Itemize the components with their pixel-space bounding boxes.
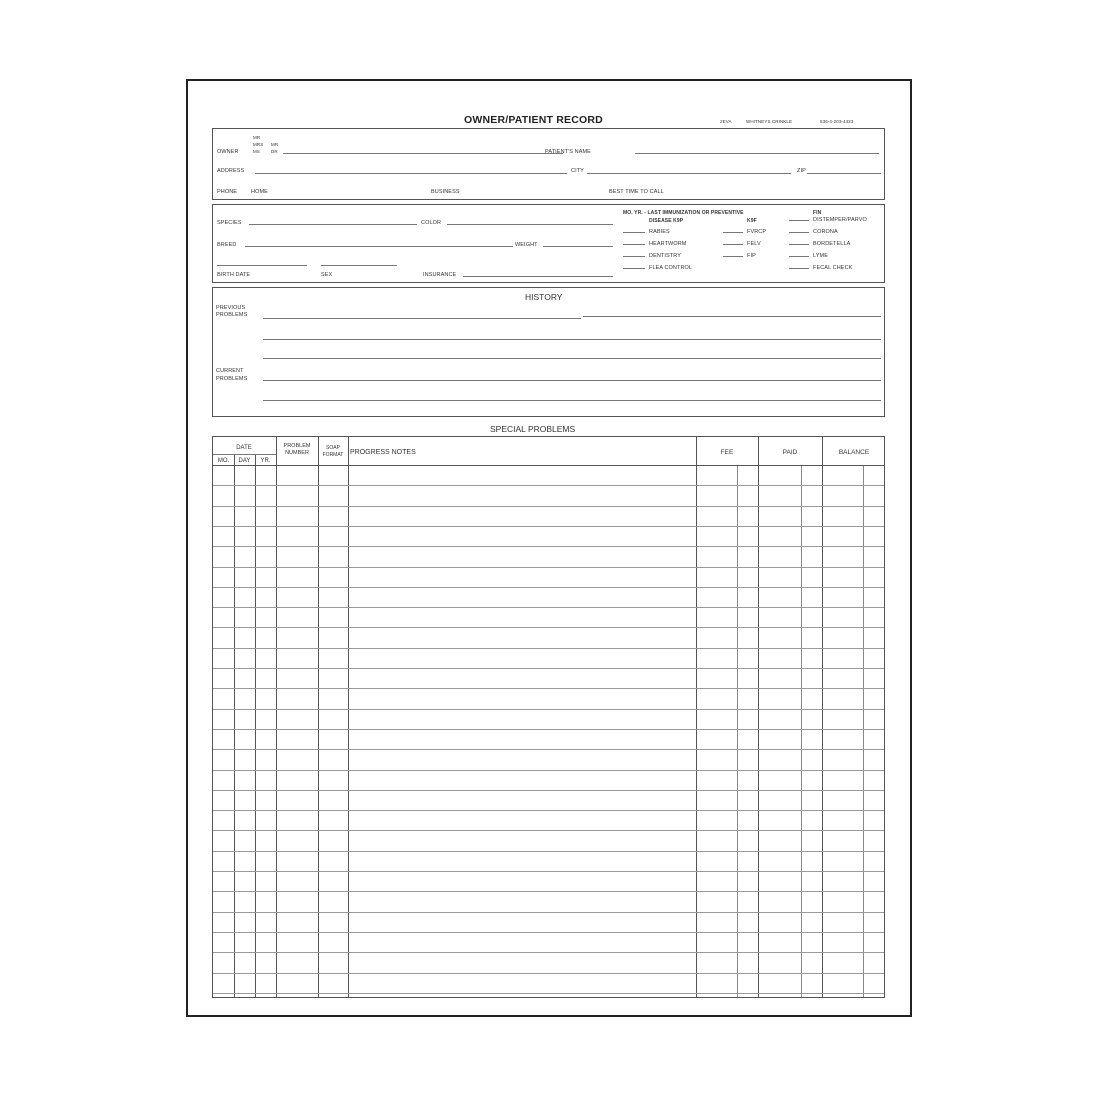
- table-row-line[interactable]: [213, 851, 884, 852]
- table-row-line[interactable]: [213, 485, 884, 486]
- progress-notes-header: PROGRESS NOTES: [350, 449, 416, 456]
- table-row-line[interactable]: [213, 770, 884, 771]
- flea-control-line[interactable]: [623, 268, 645, 269]
- date-mo-header: MO.: [217, 458, 230, 464]
- sex-line[interactable]: [321, 265, 397, 266]
- fip-label: FIP: [747, 253, 756, 259]
- color-line[interactable]: [447, 224, 613, 225]
- phone-label: PHONE: [217, 189, 238, 195]
- problem-number-header-2: NUMBER: [285, 450, 309, 456]
- column-divider: [348, 437, 349, 997]
- city-line[interactable]: [587, 173, 791, 174]
- column-divider: [822, 437, 823, 997]
- table-row-line[interactable]: [213, 790, 884, 791]
- cents-divider: [801, 465, 802, 997]
- publisher-name: WHITNEYS CRINKLE: [746, 119, 793, 124]
- table-row-line[interactable]: [213, 993, 884, 994]
- lyme-line[interactable]: [789, 256, 809, 257]
- history-line-5[interactable]: [263, 400, 881, 401]
- table-row-line[interactable]: [213, 688, 884, 689]
- flea-control-label: FLEA CONTROL: [649, 265, 693, 271]
- col-header-k9p: DISEASE K9P: [649, 218, 684, 224]
- salutation-dr: DR: [271, 149, 278, 154]
- fip-line[interactable]: [723, 256, 743, 257]
- cents-divider: [863, 465, 864, 997]
- record-form-page: [186, 79, 912, 1017]
- soap-format-header-1: SOAP: [326, 445, 340, 451]
- fee-header: FEE: [720, 449, 734, 456]
- zip-label: ZIP: [797, 168, 806, 174]
- home-label: HOME: [251, 189, 268, 195]
- birth-date-line[interactable]: [217, 265, 307, 266]
- business-label: BUSINESS: [431, 189, 460, 195]
- table-row-line[interactable]: [213, 973, 884, 974]
- col-header-k9f: K9F: [747, 218, 757, 224]
- table-row-line[interactable]: [213, 526, 884, 527]
- history-line-4[interactable]: [263, 380, 881, 381]
- heartworm-label: HEARTWORM: [649, 241, 687, 247]
- table-row-line[interactable]: [213, 830, 884, 831]
- column-divider: [255, 454, 256, 997]
- publisher-code: 2EVA: [720, 119, 732, 124]
- owner-label: OWNER: [217, 149, 239, 155]
- distemper-label: DISTEMPER/PARVO: [813, 217, 867, 223]
- table-row-line[interactable]: [213, 668, 884, 669]
- preventive-header: MO. YR. - LAST IMMUNIZATION OR PREVENTIVE: [623, 210, 744, 216]
- lyme-label: LYME: [813, 253, 828, 259]
- weight-label: WEIGHT: [515, 242, 538, 248]
- dentistry-line[interactable]: [623, 256, 645, 257]
- table-row-line[interactable]: [213, 627, 884, 628]
- soap-format-header-2: FORMAT: [322, 452, 344, 458]
- corona-line[interactable]: [789, 232, 809, 233]
- form-title: OWNER/PATIENT RECORD: [464, 114, 603, 126]
- insurance-label: INSURANCE: [423, 272, 457, 278]
- history-line-3[interactable]: [263, 358, 881, 359]
- history-section: [212, 287, 885, 417]
- column-divider: [758, 437, 759, 997]
- current-problems-label-2: PROBLEMS: [216, 376, 248, 382]
- table-row-line[interactable]: [213, 871, 884, 872]
- date-day-header: DAY: [238, 458, 251, 464]
- table-row-line[interactable]: [213, 587, 884, 588]
- table-row-line[interactable]: [213, 709, 884, 710]
- header-bottom-line: [213, 465, 884, 466]
- salutation-ms: MS: [253, 149, 260, 154]
- address-label: ADDRESS: [217, 168, 245, 174]
- salutation-mr-right: MR: [271, 142, 279, 147]
- table-row-line[interactable]: [213, 952, 884, 953]
- salutation-mr: MR: [253, 135, 261, 140]
- breed-line[interactable]: [245, 246, 513, 247]
- table-row-line[interactable]: [213, 891, 884, 892]
- table-row-line[interactable]: [213, 912, 884, 913]
- rabies-label: RABIES: [649, 229, 670, 235]
- felv-label: FELV: [747, 241, 761, 247]
- weight-line[interactable]: [543, 246, 613, 247]
- owner-section: [212, 128, 885, 200]
- current-problems-label-1: CURRENT: [216, 368, 244, 374]
- fvrcp-label: FVRCP: [747, 229, 767, 235]
- fvrcp-line[interactable]: [723, 232, 743, 233]
- history-line-1a[interactable]: [263, 318, 581, 319]
- fecal-check-label: FECAL CHECK: [813, 265, 853, 271]
- special-problems-title: SPECIAL PROBLEMS: [490, 424, 576, 434]
- history-line-2[interactable]: [263, 339, 881, 340]
- table-row-line[interactable]: [213, 607, 884, 608]
- col-header-fin: FIN: [813, 210, 822, 216]
- patient-name-label: PATIENT'S NAME: [545, 149, 591, 155]
- history-line-1b[interactable]: [583, 316, 881, 317]
- zip-line[interactable]: [807, 173, 881, 174]
- heartworm-line[interactable]: [623, 244, 645, 245]
- birth-date-label: BIRTH DATE: [217, 272, 251, 278]
- dentistry-label: DENTISTRY: [649, 253, 681, 259]
- table-row-line[interactable]: [213, 546, 884, 547]
- distemper-line[interactable]: [789, 220, 809, 221]
- special-problems-table: [212, 436, 885, 998]
- felv-line[interactable]: [723, 244, 743, 245]
- column-divider: [696, 437, 697, 997]
- table-row-line[interactable]: [213, 567, 884, 568]
- owner-name-line[interactable]: [283, 153, 563, 154]
- date-yr-header: YR.: [260, 458, 271, 464]
- bordetella-label: BORDETELLA: [813, 241, 851, 247]
- color-label: COLOR: [421, 220, 442, 226]
- rabies-line[interactable]: [623, 232, 645, 233]
- salutation-mrs: MRS: [253, 142, 264, 147]
- table-row-line[interactable]: [213, 749, 884, 750]
- table-grid: [213, 437, 884, 997]
- balance-header: BALANCE: [838, 449, 870, 456]
- problem-number-header-1: PROBLEM: [283, 443, 311, 449]
- corona-label: CORONA: [813, 229, 838, 235]
- date-header-divider: [213, 454, 276, 455]
- patient-section: [212, 204, 885, 283]
- sex-label: SEX: [321, 272, 333, 278]
- best-time-label: BEST TIME TO CALL: [609, 189, 664, 195]
- table-row-line[interactable]: [213, 932, 884, 933]
- species-line[interactable]: [249, 224, 417, 225]
- table-row-line[interactable]: [213, 648, 884, 649]
- table-row-line[interactable]: [213, 810, 884, 811]
- publisher-phone: 536-4-203-4423: [820, 119, 854, 124]
- cents-divider: [737, 465, 738, 997]
- date-header: DATE: [236, 445, 252, 451]
- species-label: SPECIES: [217, 220, 242, 226]
- column-divider: [234, 454, 235, 997]
- table-row-line[interactable]: [213, 729, 884, 730]
- column-divider: [318, 437, 319, 997]
- city-label: CITY: [571, 168, 584, 174]
- previous-problems-label-2: PROBLEMS: [216, 312, 248, 318]
- fecal-check-line[interactable]: [789, 268, 809, 269]
- history-title: HISTORY: [525, 292, 563, 302]
- address-line[interactable]: [255, 173, 567, 174]
- bordetella-line[interactable]: [789, 244, 809, 245]
- table-row-line[interactable]: [213, 506, 884, 507]
- patient-name-line[interactable]: [635, 153, 879, 154]
- previous-problems-label-1: PREVIOUS: [216, 305, 246, 311]
- insurance-line[interactable]: [463, 276, 613, 277]
- breed-label: BREED: [217, 242, 237, 248]
- column-divider: [276, 437, 277, 997]
- paid-header: PAID: [782, 449, 798, 456]
